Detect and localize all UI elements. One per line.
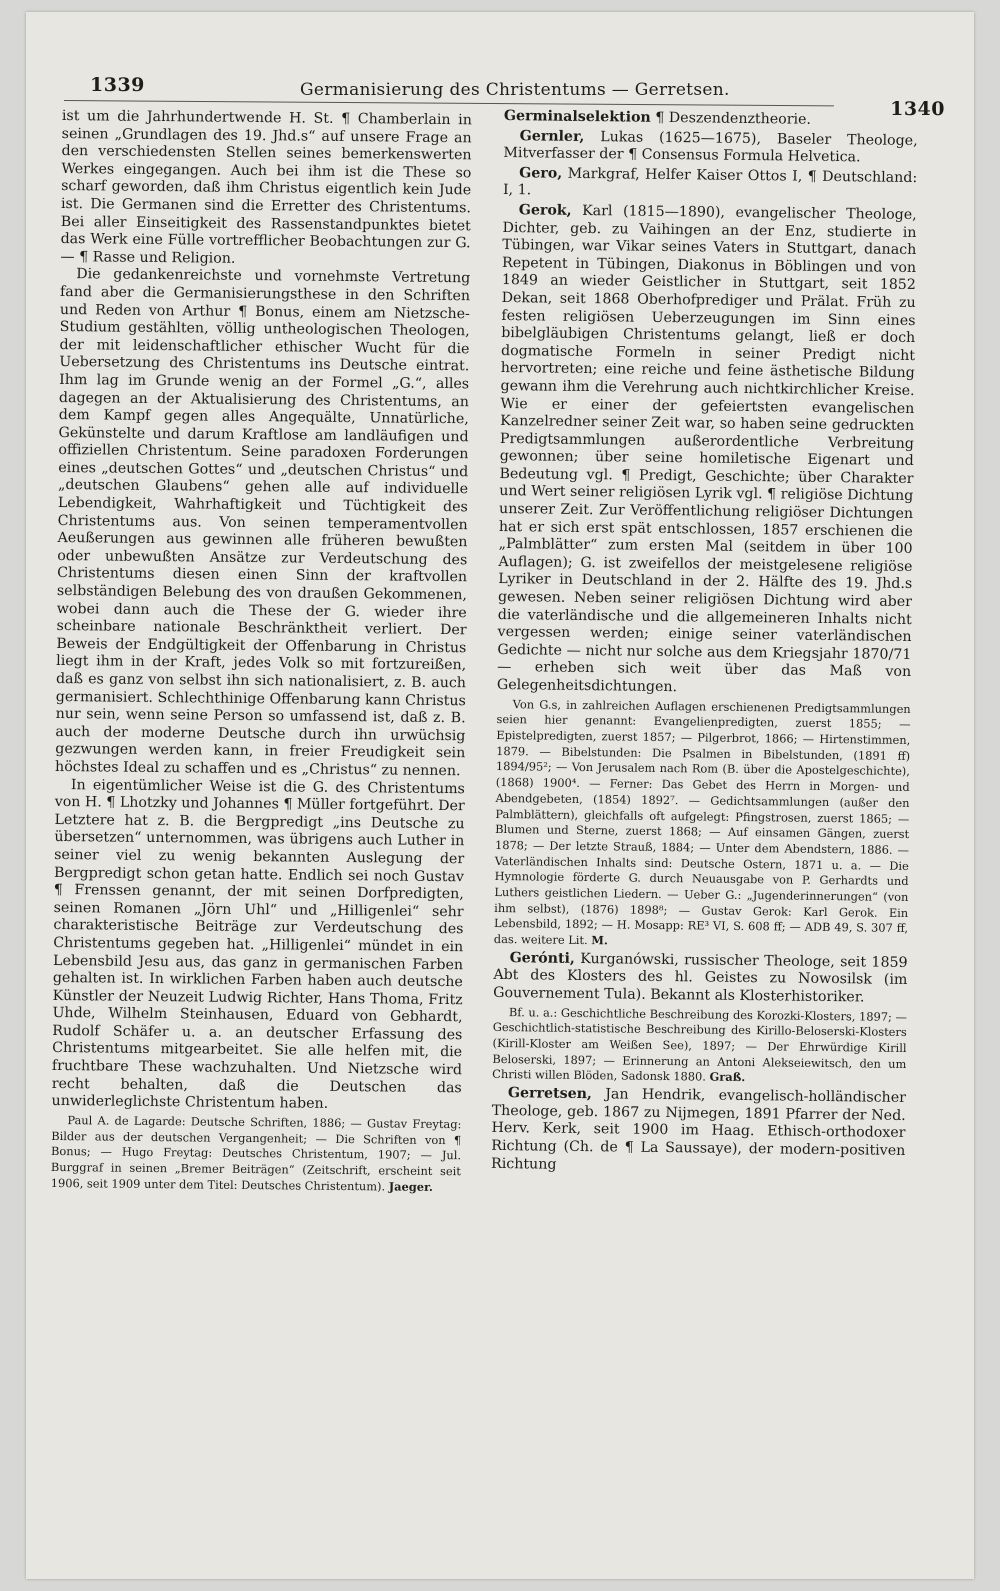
literature-text: Paul A. de Lagarde: Deutsche Schriften, 1886; — Gustav Freytag: Bilder aus der deutschen Vergangenheit; — Die Schriften von ¶ Bonus; — Hugo Freytag: Deutsches Christentum, 1907; — Jul. Burggraf in seinen „Bremer Beiträgen“ (Zeitschrift, erscheint seit 1906, seit 1909 unter dem Titel: Deutsches Christentum). [50,1112,462,1194]
running-head: Germanisierung des Christentums — Gerretsen. [300,80,730,100]
author-signature: M. [591,933,608,948]
literature-text: Bf. u. a.: Geschichtliche Beschreibung des Korozki-Klosters, 1897; — Geschichtlich-statistische Beschreibung des Kirillo-Beloserski-Klosters (Kirill-Kloster am Weißen See), 1897; — Der Ehrwürdige Kirill Beloserski, 1897; — Erinnerung an Antoni Alekseiewitsch, den um Christi willen Blöden, Sadonsk 1880. [492,1004,908,1084]
right-column [491,108,918,1178]
page-number-right: 1340 [890,98,945,120]
entry-headword: Gero, [519,164,563,182]
entry-gerok [497,202,917,700]
literature-note [494,697,911,953]
entry-germinalselektion [504,108,918,131]
paragraph: Die gedankenreichste und vornehmste Vertretung fand aber die Germanisierungsthese in den Schriften und Reden von Arthur ¶ Bonus, einem am Nietzsche-Studium gestählten, völlig untheologischen Theologen, der mit leidenschaftlicher ethischer Wucht für die Uebersetzung des Christentums ins Deutsche eintrat. Ihm lag im Grunde wenig an der Formel „G.“, alles dagegen an der Aktualisierung des Christentums, an dem Kampf gegen alles Angequälte, Unnatürliche, Gekünstelte und darum Kraftlose am landläufigen und offiziellen Christentum. Seine paradoxen Forderungen eines „deutschen Gottes“ und „deutschen Christus“ und „deutschen Glaubens“ gehen alle auf individuelle Lebendigkeit, Wahrhaftigkeit und Tüchtigkeit des Christentums aus. Von seinen temperamentvollen Aeußerungen aus gewinnen alle früheren bewußten oder unbewußten Ansätze zur Verdeutschung des Christentums diesen einen Sinn der kraftvollen selbständigen Belebung des von draußen Gekommenen, wobei dann auch die These der G. wieder ihre scheinbare nationale Beschränktheit verliert. Der Beweis der Endgültigkeit der Offenbarung in Christus liegt ihm in der Kraft, jedes Volk so mit fortzureißen, daß es ganz von selbst ihn sich nationalisiert, z. B. auch germanisiert. Schlechthinige Offenbarung kann Christus nur sein, wenn seine Person so umfassend ist, daß z. B. auch der moderne Deutsche durch ihn urwüchsig gezwungen werden kann, in freier Freudigkeit sein höchstes Ideal zu schaffen und es „Christus“ zu nennen. [55,266,471,780]
left-column [51,108,472,1196]
entry-gerretsen [491,1085,906,1178]
author-signature: Jaeger. [388,1179,434,1194]
entry-headword: Germinalselektion [503,108,651,126]
entry-text: Kurganówski, russischer Theologe, seit 1859 Abt des Klosters des hl. Geistes zu Nowosilsk (im Gouvernement Tula). Bekannt als Klosterhistoriker. [493,950,908,1006]
entry-headword: Gerretsen, [507,1085,593,1103]
entry-text: ¶ Deszendenztheorie. [650,109,812,128]
entry-text: Markgraf, Helfer Kaiser Ottos I, ¶ Deutschland: I, 1. [502,165,918,199]
entry-text: Lukas (1625—1675), Baseler Theologe, Mitverfasser der ¶ Consensus Formula Helvetica. [503,128,918,166]
entry-headword: Gernler, [519,127,585,145]
entry-text: Karl (1815—1890), evangelischer Theologe, Dichter, geb. zu Vaihingen an der Enz, studierte in Tübingen, war Vikar seines Vaters in Stuttgart, danach Repetent in Tübingen, Diakonus in Böblingen und von 1849 an wieder Geistlicher in Stuttgart, seit 1852 Dekan, seit 1868 Oberhofprediger und Prälat. Früh zu festen religiösen Ueberzeugungen im Sinn eines bibelgläubigen Christentums gelangt, ließ er doch dogmatische Formeln in seiner Predigt nicht hervortreten; eine reiche und feine ästhetische Bildung gewann ihm die Verehrung auch nichtkirchlicher Kreise. Wie er einer der gefeiertsten evangelischen Kanzelredner seiner Zeit war, so haben seine gedruckten Predigtsammlungen außerordentliche Verbreitung gewonnen; über seine homiletische Eigenart und Bedeutung vgl. ¶ Predigt, Geschichte; über Charakter und Wert seiner religiösen Lyrik vgl. ¶ religiöse Dichtung unserer Zeit. Zur Veröffentlichung religiöser Dichtungen hat er sich erst spät entschlossen, 1857 erschienen die „Palmblätter“ zum ersten Mal (seitdem in über 100 Auflagen); G. ist zweifellos der meistgelesene religiöse Lyriker in Deutschland in der 2. Hälfte des 19. Jhd.s gewesen. Neben seiner religiösen Dichtung wird aber die vaterländische und die allgemeineren Inhalts nicht vergessen werden; einige seiner vaterländischen Gedichte — nicht nur solche aus dem Kriegsjahr 1870/71 — erheben sich weit über das Maß von Gelegenheitsdichtungen. [496,202,917,696]
entry-headword: Gerónti, [509,949,575,967]
author-signature: Graß. [709,1070,746,1085]
entry-text: Jan Hendrik, evangelisch-holländischer Theologe, geb. 1867 zu Nijmegen, 1891 Pfarrer der Ned. Herv. Kerk, seit 1900 im Haag. Ethisch-orthodoxer Richtung (Ch. de ¶ La Saussaye), der modern-positiven Richtung [491,1086,907,1173]
entry-gero [503,165,917,205]
literature-note [492,1005,907,1089]
page-number-left: 1339 [90,74,145,96]
entry-headword: Gerok, [518,202,572,219]
literature-note [51,1113,462,1196]
literature-text: Von G.s, in zahlreichen Auflagen erschienenen Predigtsammlungen seien hier genannt: Evangelienpredigten, zuerst 1855; — Epistelpredigten, zuerst 1857; — Pilgerbrot, 1866; — Hirtenstimmen, 1879. — Bibelstunden: Die Psalmen in Bibelstunden, (1891 ff) 1894/95²; — Von Jerusalem nach Rom (B. über die Apostelgeschichte), (1868) 1900⁴. — Ferner: Das Gebet des Herrn in Morgen- und Abendgebeten, (1854) 1892⁷. — Gedichtsammlungen (außer den Palmblättern), gleichfalls oft aufgelegt: Pfingstrosen, zuerst 1865; — Blumen und Sterne, zuerst 1868; — Auf einsamen Gängen, zuerst 1878; — Der letzte Strauß, 1884; — Unter dem Abendstern, 1886. — Vaterländischen Inhalts sind: Deutsche Ostern, 1871 u. a. — Die Hymnologie förderte G. durch Neuausgabe von P. Gerhardts und Luthers geistlichen Liedern. — Ueber G.: „Jugenderinnerungen“ (von ihm selbst), (1876) 1898⁸; — Gustav Gerok: Karl Gerok. Ein Lebensbild, 1892; — H. Mosapp: RE³ VI, S. 608 ff; — ADB 49, S. 307 ff, das. weitere Lit. [493,696,911,948]
paragraph: In eigentümlicher Weise ist die G. des Christentums von H. ¶ Lhotzky und Johannes ¶ Müller fortgeführt. Der Letztere hat z. B. die Bergpredigt „ins Deutsche zu übersetzen“ unternommen, was übrigens auch Luther in seiner viel zu wenig bekannten Auslegung der Bergpredigt schon getan hatte. Endlich sei noch Gustav ¶ Frenssen genannt, der mit seinen Dorfpredigten, seinen Romanen „Jörn Uhl“ und „Hilligenlei“ sehr charakteristische Beiträge zur Verdeutschung des Christentums gegeben hat. „Hilligenlei“ mündet in ein Lebensbild Jesu aus, das ganz in germanischen Farben gehalten ist. In wirklichen Farben haben auch deutsche Künstler der Neuzeit Ludwig Richter, Hans Thoma, Fritz Uhde, Wilhelm Steinhausen, Eduard von Gebhardt, Rudolf Schäfer u. a. an deutscher Erfassung des Christentums mitgearbeitet. Sie alle helfen mit, die fruchtbare These wachzuhalten. Und Nietzsche wird recht behalten, daß die Deutschen das unwiderleglichste Christentum haben. [51,776,465,1113]
entry-gernler [503,128,917,168]
paragraph: ist um die Jahrhundertwende H. St. ¶ Chamberlain in seinen „Grundlagen des 19. Jhd.s“ auf unsere Frage an den verschiedensten Stellen seines bemerkenswerten Werkes eingegangen. Auch bei ihm ist die These so scharf geworden, daß ihm Christus eigentlich kein Jude ist. Die Germanen sind die Erretter des Christentums. Bei aller Einseitigkeit des Rassenstandpunktes bietet das Werk eine Fülle vortrefflicher Beobachtungen zur G. — ¶ Rasse und Religion. [60,108,472,267]
entry-geronti [493,950,908,1008]
